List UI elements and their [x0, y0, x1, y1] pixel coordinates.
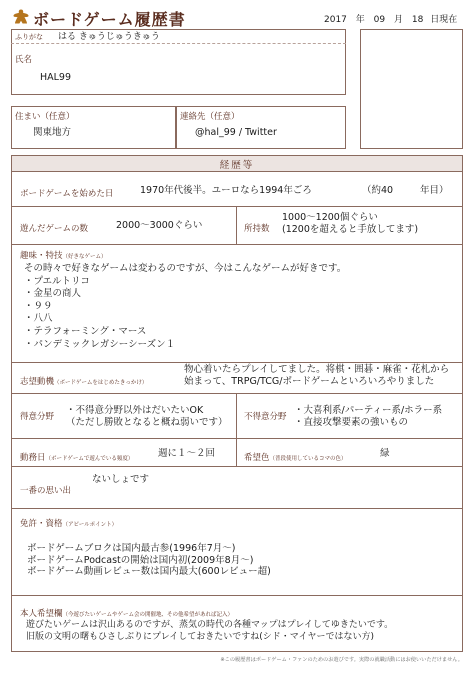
wish-value: 遊びたいゲームは沢山あるのですが、蒸気の時代の各種マップはプレイしてゆきたいです。 旧版の文明の曙もひさしぶりにプレイしておきたいですね(シド・マイヤーではない方) [26, 620, 394, 642]
contact-value: @hal_99 / Twitter [195, 127, 277, 138]
wish-label-text: 本人希望欄 [20, 609, 63, 619]
motive-sublabel: （ボードゲームをはじめたきっかけ） [54, 380, 148, 386]
owned-label: 所持数 [244, 224, 270, 234]
memory-value: ないしょです [92, 474, 150, 485]
motive-label-text: 志望動機 [20, 377, 55, 387]
motive-label [20, 375, 147, 387]
address-value: 関東地方 [33, 127, 72, 138]
contact-label: 連絡先（任意） [180, 112, 240, 122]
name-label: 氏名 [15, 55, 33, 65]
played-label: 遊んだゲームの数 [20, 224, 89, 234]
date-line [324, 12, 457, 25]
played-value: 2000〜3000ぐらい [116, 220, 203, 231]
photo-box [360, 29, 463, 149]
document-title: ボードゲーム履歴書 [33, 10, 186, 29]
date-year: 2017 [324, 15, 347, 25]
date-day: 18 [411, 15, 424, 25]
days-label [20, 451, 133, 463]
start-age-open: （約40 [362, 185, 394, 196]
owned-value: 1000〜1200個ぐらい (1200を超えると手放してます) [282, 212, 419, 235]
start-label: ボードゲームを始めた日 [20, 189, 114, 199]
license-sublabel: （アピールポイント） [62, 522, 118, 528]
career-section-title: 経歴等 [219, 160, 255, 171]
bad-label: 不得意分野 [244, 412, 287, 422]
hobby-label-text: 趣味・特技 [20, 251, 63, 261]
color-value: 緑 [380, 448, 390, 459]
date-month-unit: 月 [394, 15, 404, 25]
wish-sublabel: （今遊びたいゲームやゲーム会の開催地、その他希望があれば記入） [62, 612, 234, 618]
furigana-value: はる きゅうじゅうきゅう [58, 32, 160, 42]
license-label [20, 517, 117, 529]
days-label-text: 動務日 [20, 453, 46, 463]
color-label-text: 希望色 [244, 453, 270, 463]
color-sublabel: （普段使用しているコマの色） [269, 456, 347, 462]
address-label: 住まい（任意） [15, 112, 75, 122]
name-value: HAL99 [40, 72, 72, 83]
hobby-sublabel: （好きなゲーム） [62, 254, 107, 260]
memory-label: 一番の思い出 [20, 486, 72, 496]
good-label: 得意分野 [20, 412, 55, 422]
color-label [244, 451, 347, 463]
start-value: 1970年代後半。ユーロなら1994年ごろ [140, 185, 312, 196]
wish-label [20, 607, 233, 619]
date-month: 09 [373, 15, 386, 25]
license-value: ボードゲームブロクは国内最古参(1996年7月〜) ボードゲームPodcastの開始は国内初(2009年8月〜) ボードゲーム動画レビュー数は国内最大(600レビュー超) [27, 543, 271, 577]
date-day-unit: 日現在 [430, 15, 458, 25]
hobby-label [20, 249, 107, 261]
bad-value: ・大喜利系/パーティー系/ホラー系 ・直接攻撃要素の強いもの [294, 405, 443, 428]
meeple-icon [13, 9, 29, 24]
days-sublabel: （ボードゲームで遊んでいる頻度） [45, 456, 134, 462]
date-year-unit: 年 [355, 15, 365, 25]
motive-value: 物心着いたらプレイしてました。将棋・囲碁・麻雀・花札から 始まって、TRPG/TCG/ボードゲームといろいろやりました [184, 364, 450, 387]
start-age-close: 年目） [420, 185, 449, 196]
days-value: 週に１〜２回 [158, 448, 216, 459]
license-label-text: 免許・資格 [20, 519, 63, 529]
furigana-label: ふりがな [15, 33, 43, 41]
footer-note: ※この履歴書はボードゲーム・ファンのためのお遊びです。実際の就職活動にはお使いいただけません。 [220, 657, 463, 663]
hobby-value: その時々で好きなゲームは変わるのですが、今はこんなゲームが好きです。 ・プエルトリコ ・金星の商人 ・９９ ・八八 ・テラフォーミング・マース ・パンデミックレガシーシーズン１ [24, 263, 347, 350]
good-value: ・不得意分野以外はだいたいOK （ただし勝敗となると概ね弱いです） [66, 405, 228, 428]
